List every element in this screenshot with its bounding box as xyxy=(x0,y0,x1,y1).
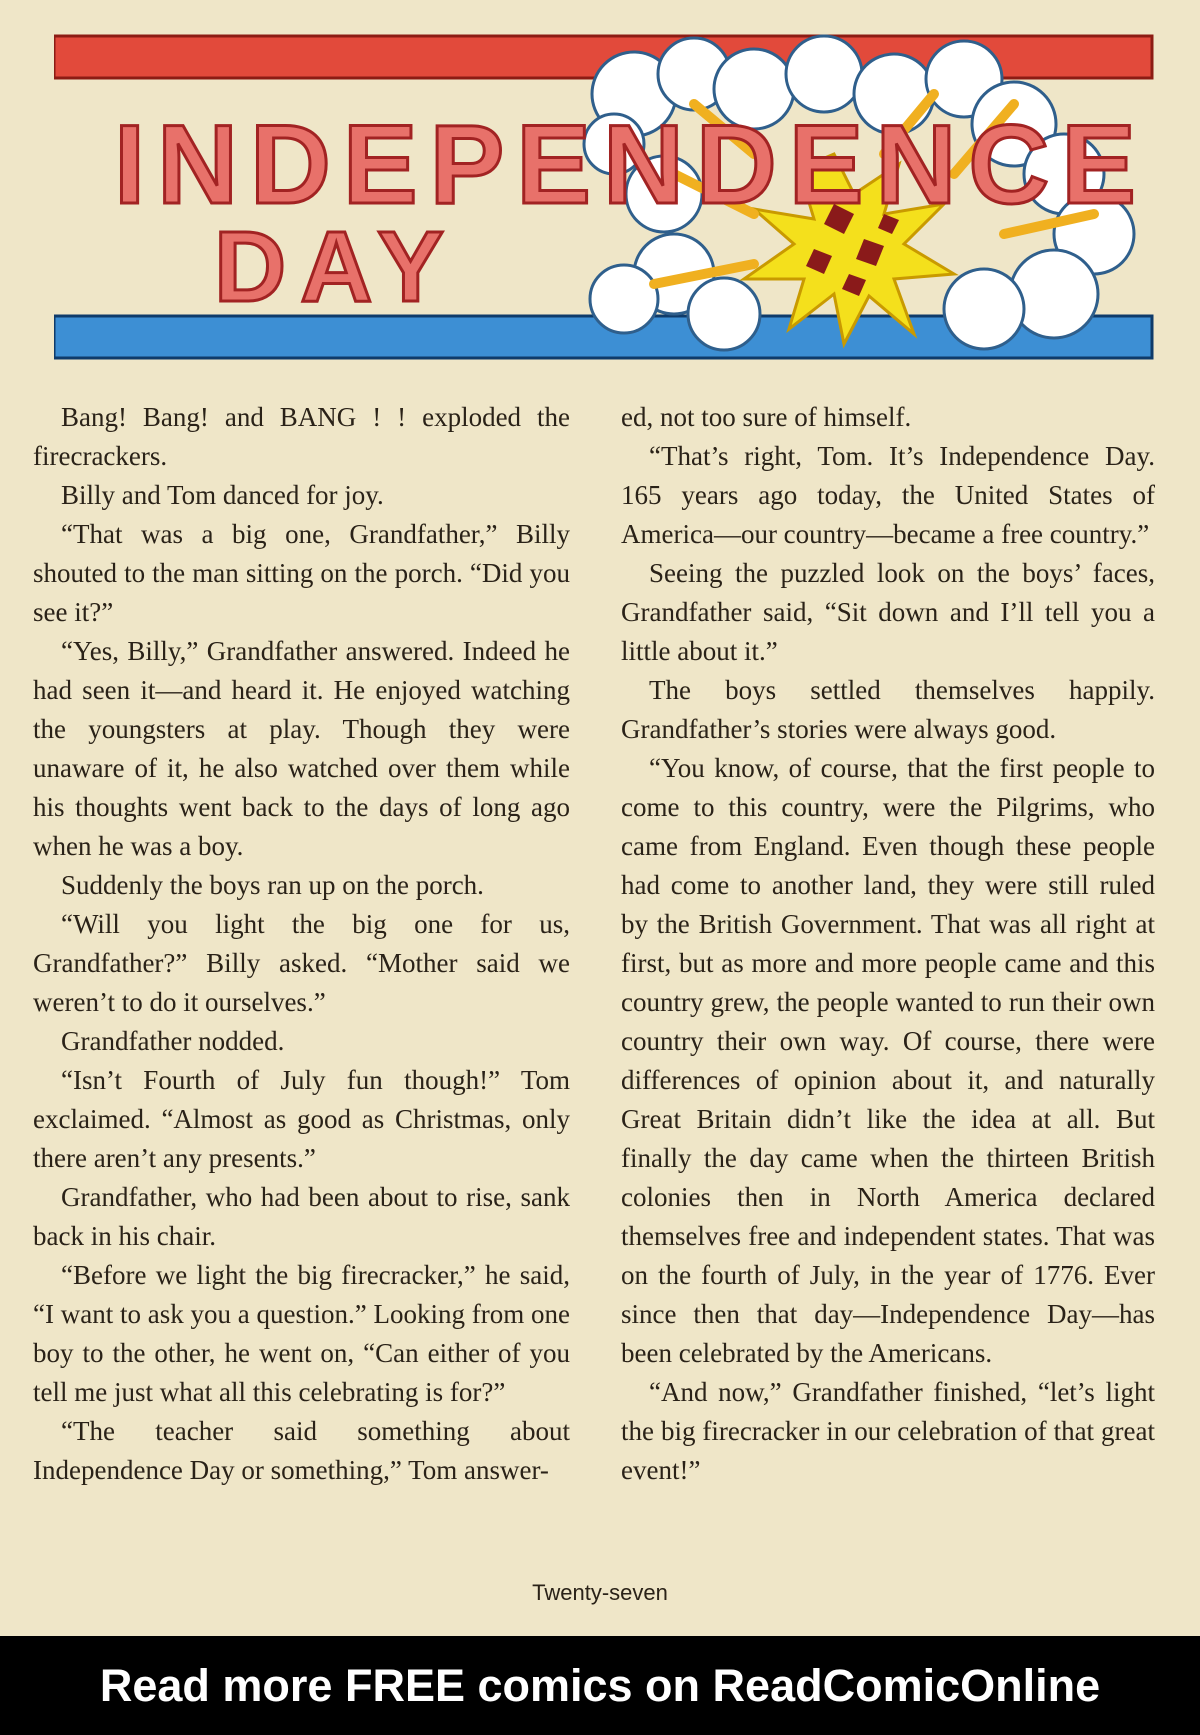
paragraph: “The teacher said something about Independence Day or something,” Tom answer- xyxy=(33,1416,570,1485)
paragraph: Grandfather nodded. xyxy=(61,1026,285,1056)
paragraph: Seeing the puzzled look on the boys’ faces, Grandfather said, “Sit down and I’ll tell you a little about it.” xyxy=(621,558,1155,666)
footer-banner[interactable] xyxy=(0,1636,1200,1735)
paragraph: Billy and Tom danced for joy. xyxy=(61,480,384,510)
paragraph: “Before we light the big firecracker,” he said, “I want to ask you a question.” Looking from one boy to the other, he went on, “Can either of you tell me just what all this celebrating is for?” xyxy=(33,1260,570,1407)
paragraph: Suddenly the boys ran up on the porch. xyxy=(61,870,484,900)
page-number: Twenty-seven xyxy=(532,1580,668,1605)
paragraph: ed, not too sure of himself. xyxy=(621,402,912,432)
paragraph: “And now,” Grandfather finished, “let’s light the big firecracker in our celebration of that great event!” xyxy=(621,1377,1155,1485)
paragraph: “You know, of course, that the first people to come to this country, were the Pilgrims, who came from England. Even though these people had come to another land, they were still ruled by the British Government. That was all right at first, but as more and more people came and this country grew, the people wanted to run their own country their own way. Of course, there were differences of opinion about it, and naturally Great Britain didn’t like the idea at all. But finally the day came when the thirteen British colonies then in North America declared themselves free and independent states. That was on the fourth of July, in the year of 1776. Ever since then that day—Independence Day—has been celebrated by the Americans. xyxy=(621,753,1155,1368)
paragraph: “Isn’t Fourth of July fun though!” Tom exclaimed. “Almost as good as Christmas, only there aren’t any presents.” xyxy=(33,1065,570,1173)
left-text-column xyxy=(33,398,570,1490)
paragraph: “That’s right, Tom. It’s Independence Day. 165 years ago today, the United States of America—our country—became a free country.” xyxy=(621,441,1155,549)
title-line-1: INDEPENDENCE xyxy=(114,102,1148,227)
title-banner xyxy=(54,34,1154,364)
paragraph: Grandfather, who had been about to rise, sank back in his chair. xyxy=(33,1182,570,1251)
paragraph: “That was a big one, Grandfather,” Billy shouted to the man sitting on the porch. “Did you see it?” xyxy=(33,519,570,627)
paragraph: The boys settled themselves happily. Grandfather’s stories were always good. xyxy=(621,675,1155,744)
paragraph: Bang! Bang! and BANG ! ! exploded the firecrackers. xyxy=(33,402,570,471)
footer-link-text[interactable]: Read more FREE comics on ReadComicOnline xyxy=(99,1660,1101,1711)
paragraph: “Will you light the big one for us, Grandfather?” Billy asked. “Mother said we weren’t to do it ourselves.” xyxy=(33,909,570,1017)
paragraph: “Yes, Billy,” Grandfather answered. Indeed he had seen it—and heard it. He enjoyed watching the youngsters at play. Though they were unaware of it, he also watched over them while his thoughts went back to the days of long ago when he was a boy. xyxy=(33,636,570,861)
title-line-2: DAY xyxy=(214,211,458,323)
right-text-column xyxy=(621,398,1155,1490)
